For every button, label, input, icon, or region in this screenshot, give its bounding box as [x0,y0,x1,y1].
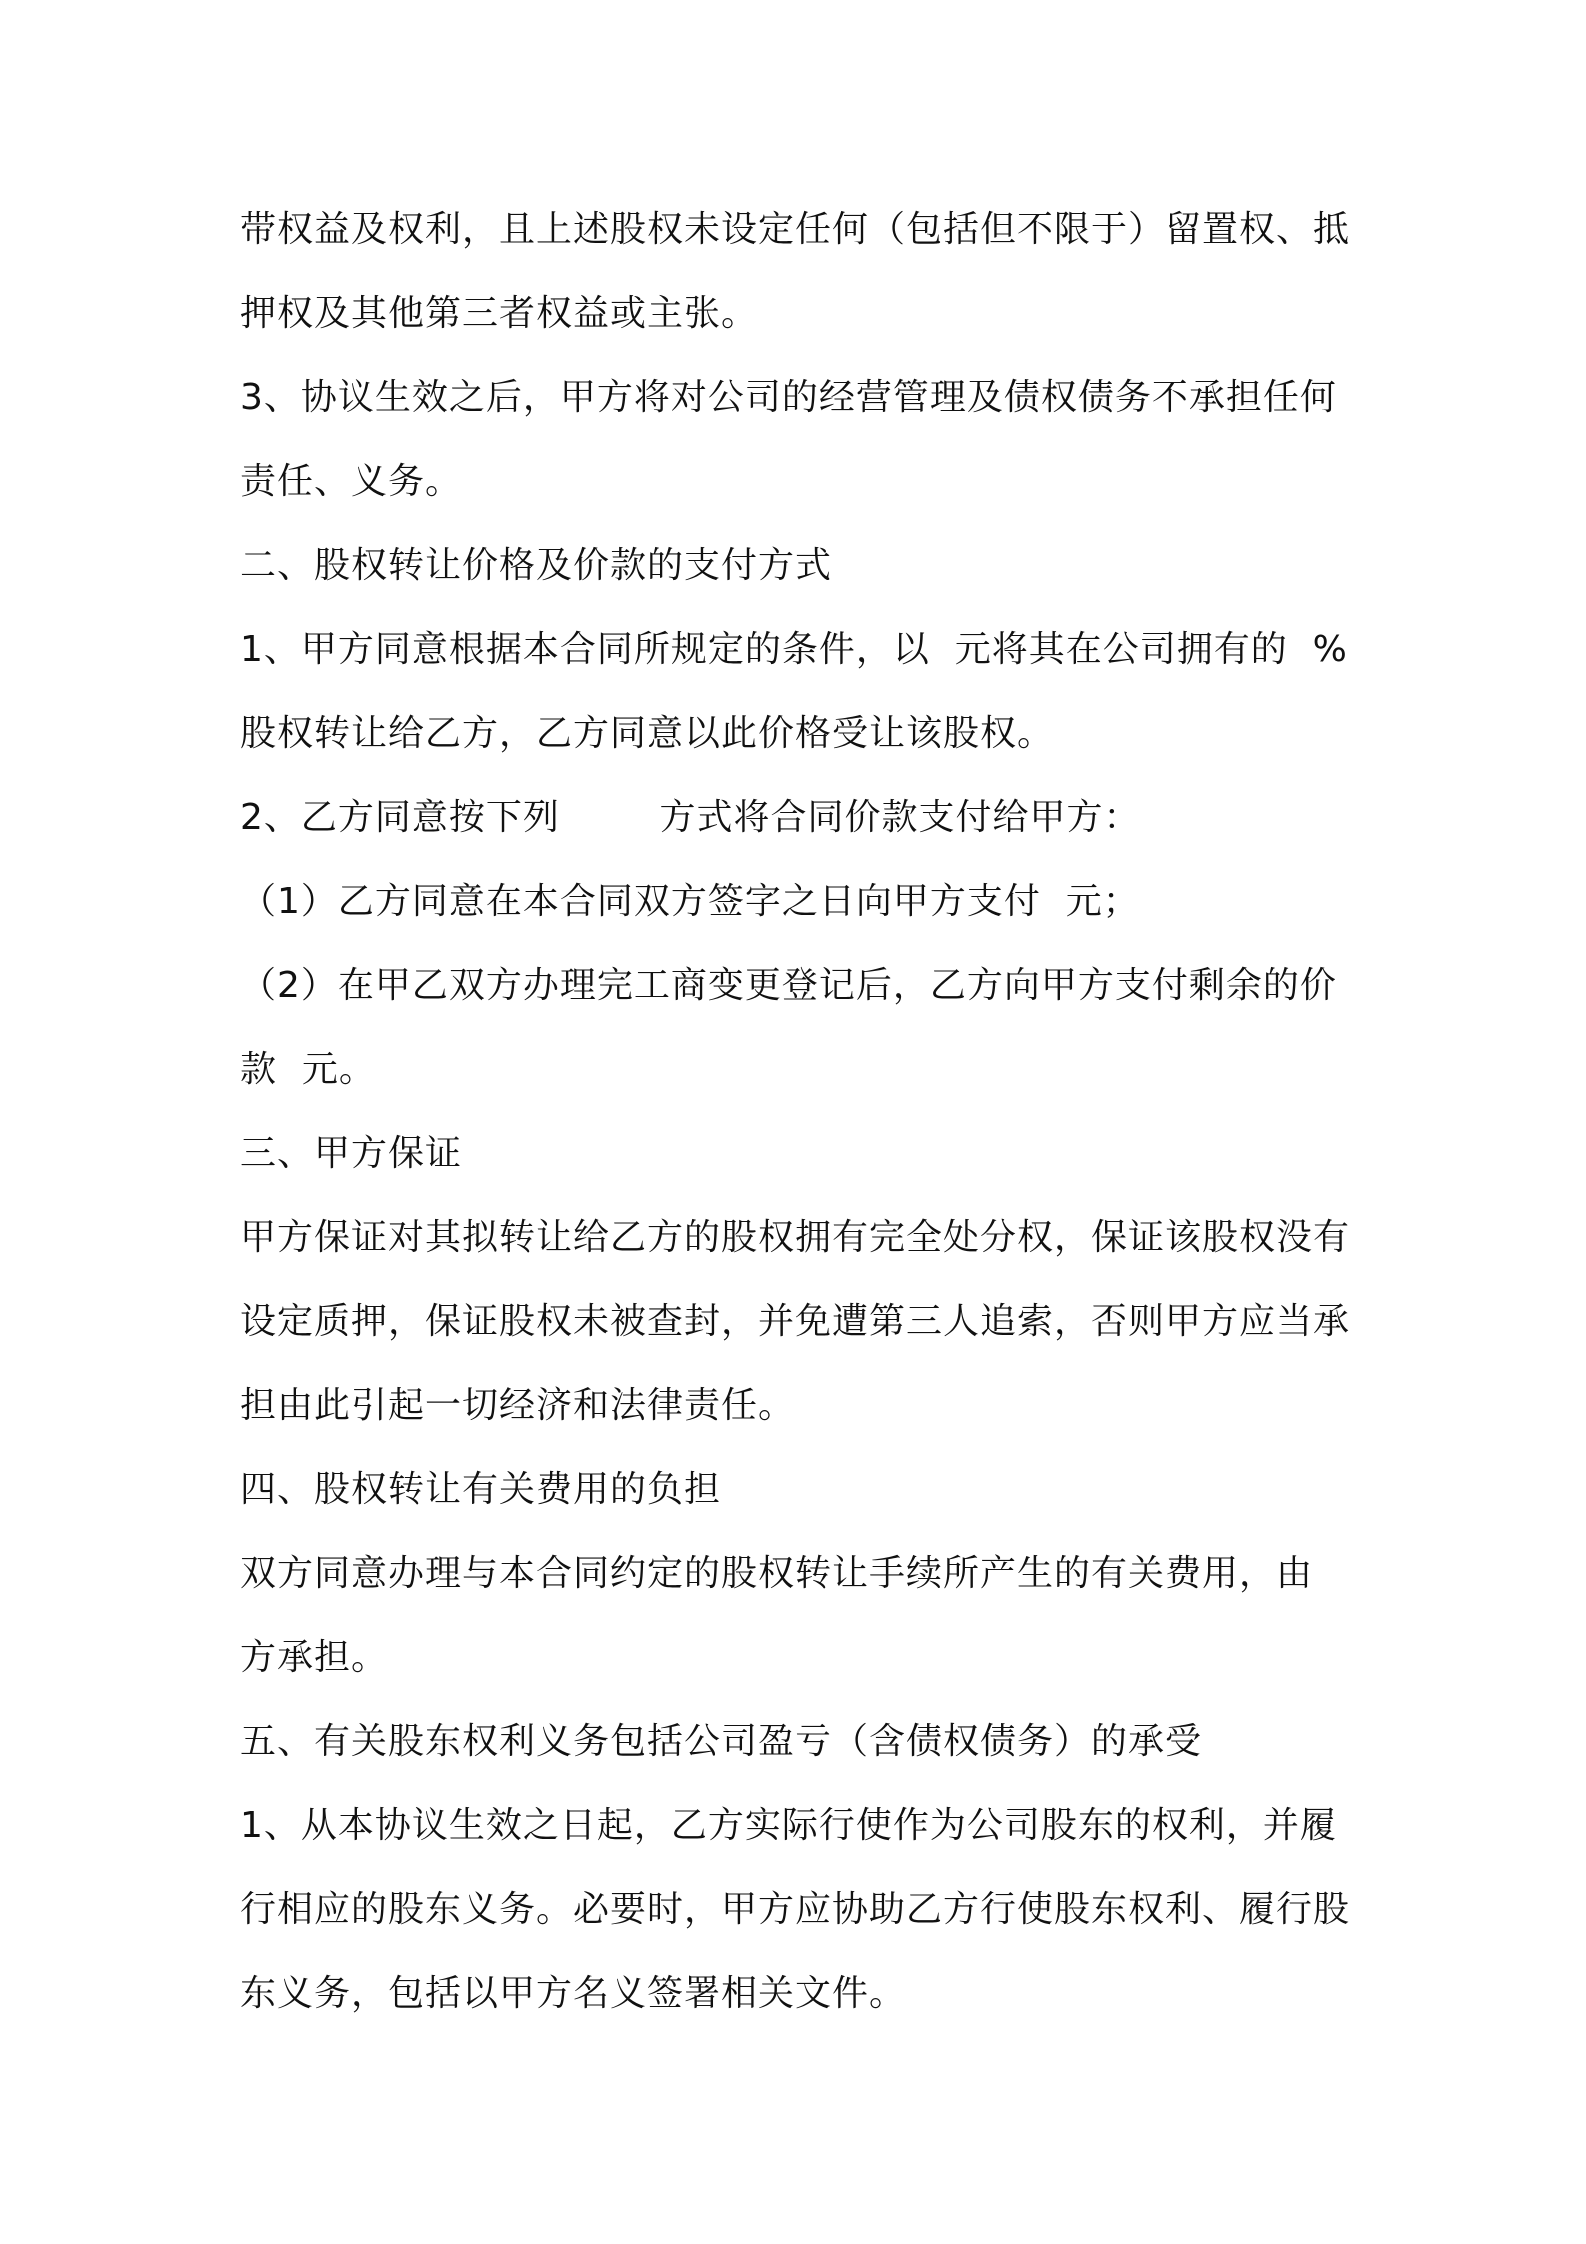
text-line: 设定质押，保证股权未被查封，并免遭第三人追索，否则甲方应当承 [240,1301,1351,1342]
text-line: （1）乙方同意在本合同双方签字之日向甲方支付 元； [240,881,1140,922]
text-line: 1、甲方同意根据本合同所规定的条件，以 元将其在公司拥有的 % [240,629,1348,670]
text-line: 甲方保证对其拟转让给乙方的股权拥有完全处分权，保证该股权没有 [240,1217,1351,1258]
text-line: 股权转让给乙方，乙方同意以此价格受让该股权。 [240,713,1055,754]
text-line: 押权及其他第三者权益或主张。 [240,293,759,334]
section-heading: 三、甲方保证 [240,1133,463,1174]
text-line: 方承担。 [240,1637,389,1678]
section-heading: 四、股权转让有关费用的负担 [240,1469,722,1510]
section-heading: 二、股权转让价格及价款的支付方式 [240,545,833,586]
text-line: 双方同意办理与本合同约定的股权转让手续所产生的有关费用，由 [240,1553,1314,1594]
text-line: 1、从本协议生效之日起，乙方实际行使作为公司股东的权利，并履 [240,1805,1337,1846]
text-line: 带权益及权利，且上述股权未设定任何（包括但不限于）留置权、抵 [240,209,1351,250]
text-line: 款 元。 [240,1049,376,1090]
text-line: 担由此引起一切经济和法律责任。 [240,1385,796,1426]
text-line: （2）在甲乙双方办理完工商变更登记后，乙方向甲方支付剩余的价 [240,965,1337,1006]
text-line: 3、协议生效之后，甲方将对公司的经营管理及债权债务不承担任何 [240,377,1337,418]
text-line: 行相应的股东义务。必要时，甲方应协助乙方行使股东权利、履行股 [240,1889,1351,1930]
section-heading: 五、有关股东权利义务包括公司盈亏（含债权债务）的承受 [240,1721,1203,1762]
text-line: 2、乙方同意按下列 方式将合同价款支付给甲方： [240,797,1141,838]
text-line: 东义务，包括以甲方名义签署相关文件。 [240,1973,907,2014]
text-line: 责任、义务。 [240,461,463,502]
